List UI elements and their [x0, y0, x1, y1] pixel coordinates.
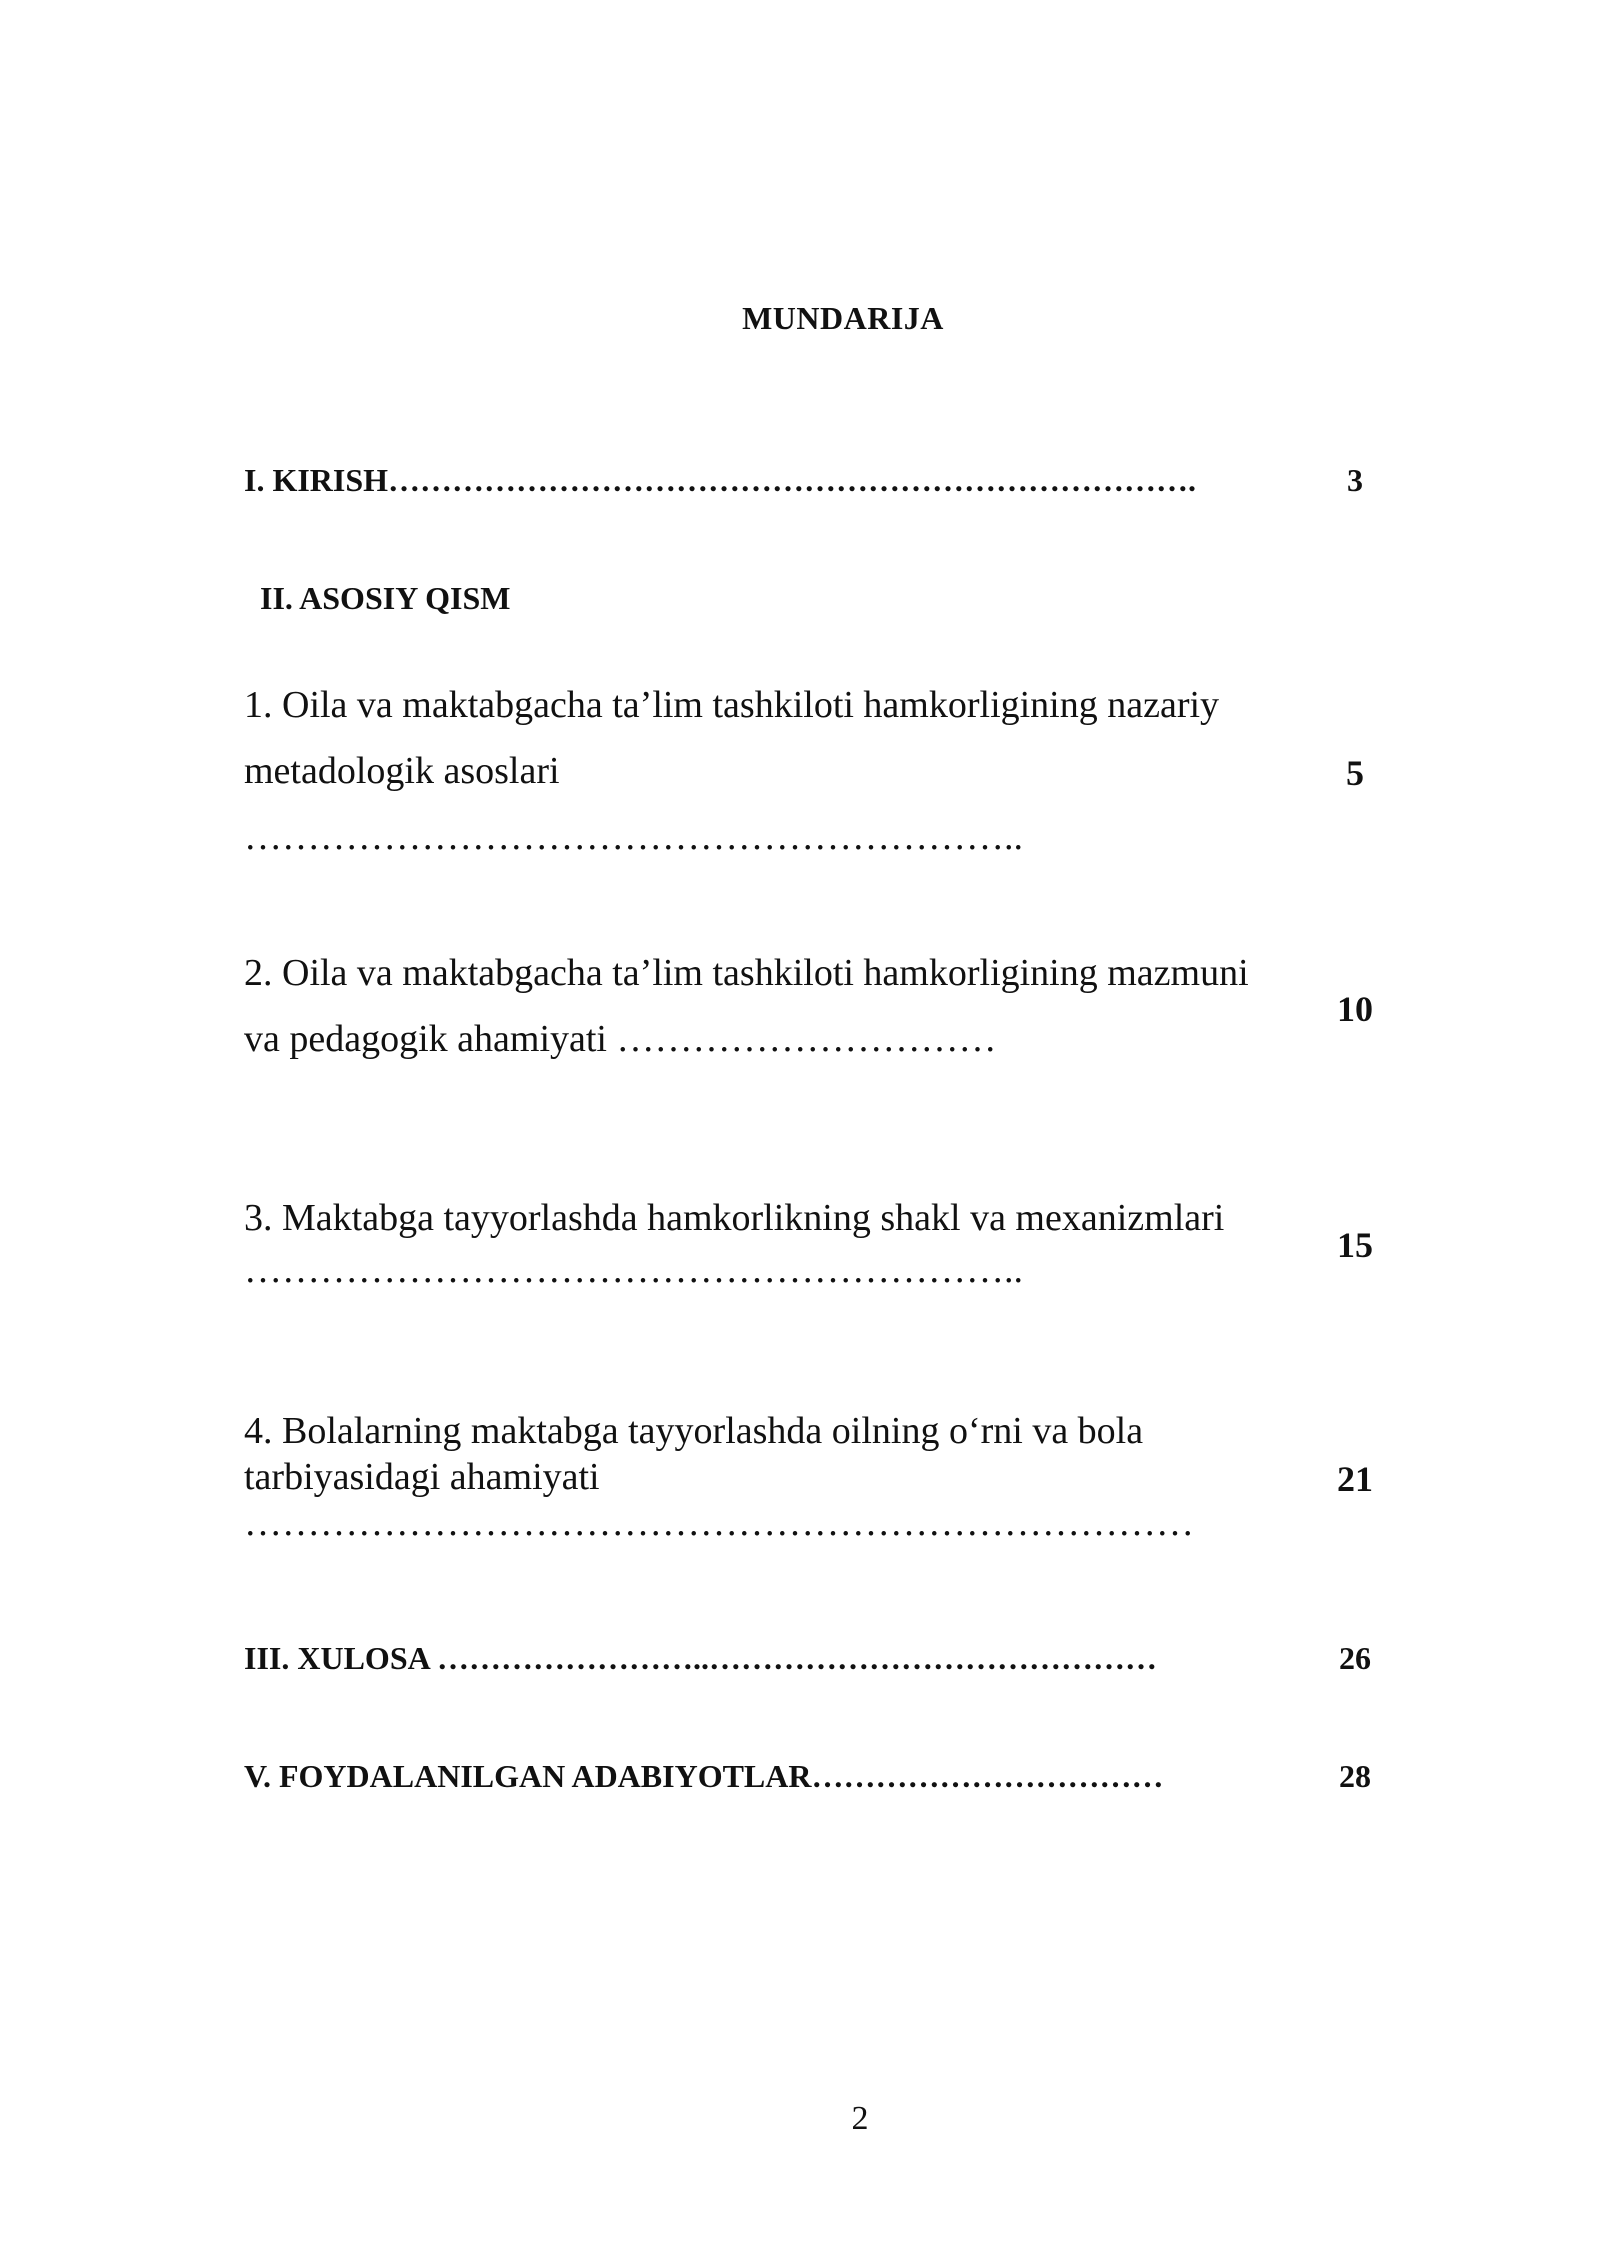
toc-entry-item4-text2-right: ahamiyati: [449, 1456, 600, 1498]
toc-entry-item4-line1: [244, 1408, 1244, 1454]
toc-entry-item4-leader: …………………………………………………………………: [244, 1502, 1194, 1544]
toc-page-item4: 21: [1337, 1459, 1373, 1499]
toc-entry-item3-leader: ……………………………………………………..: [244, 1249, 1023, 1291]
toc-entry-item4-text1: 4. Bolalarning maktabga tayyorlashda oilning o‘rni va bola: [244, 1410, 1144, 1452]
toc-entry-item1-text2-right: asoslari: [443, 750, 560, 792]
toc-entry-xulosa: III. XULOSA ……………………..……………………………………: [244, 1640, 1157, 1676]
toc-entry-item3-text1: 3. Maktabga tayyorlashda hamkorlikning shakl va mexanizmlari: [244, 1197, 1225, 1239]
toc-entry-item3: [244, 1192, 1244, 1296]
toc-entry-item1-text1: 1. Oila va maktabgacha ta’lim tashkiloti hamkorligining nazariy: [244, 684, 1220, 726]
toc-entry-adabiyotlar: V. FOYDALANILGAN ADABIYOTLAR……………………………: [244, 1758, 1164, 1794]
toc-entry-item1-text2-left: metadologik: [244, 750, 434, 792]
toc-page-item3: 15: [1337, 1225, 1373, 1265]
toc-entry-item2: [244, 940, 1249, 1072]
toc-entry-item1-line2: [244, 738, 1244, 804]
toc-entry-item2-text1: 2. Oila va maktabgacha ta’lim tashkiloti hamkorligining mazmuni: [244, 952, 1249, 994]
toc-page-item1: 5: [1346, 753, 1364, 793]
page-number: 2: [851, 2100, 869, 2137]
toc-page-adabiyotlar: 28: [1339, 1758, 1371, 1794]
toc-entry-item4: [244, 1408, 1244, 1546]
page-title: MUNDARIJA: [742, 300, 944, 336]
toc-entry-item1: [244, 672, 1244, 870]
toc-section-asosiy: II. ASOSIY QISM: [260, 580, 511, 616]
toc-entry-item2-text2: va pedagogik ahamiyati …………………………: [244, 1018, 997, 1060]
toc-entry-kirish: I. KIRISH………………………………………………………………….: [244, 462, 1197, 498]
toc-entry-item1-leader: ……………………………………………………..: [244, 816, 1023, 858]
toc-entry-item4-text2-left: tarbiyasidagi: [244, 1456, 441, 1498]
toc-page-xulosa: 26: [1339, 1640, 1371, 1676]
toc-page-kirish: 3: [1347, 462, 1363, 498]
toc-entry-item4-line2: [244, 1454, 1244, 1500]
toc-entry-item1-line1: [244, 672, 1244, 738]
toc-page-item2: 10: [1337, 989, 1373, 1029]
